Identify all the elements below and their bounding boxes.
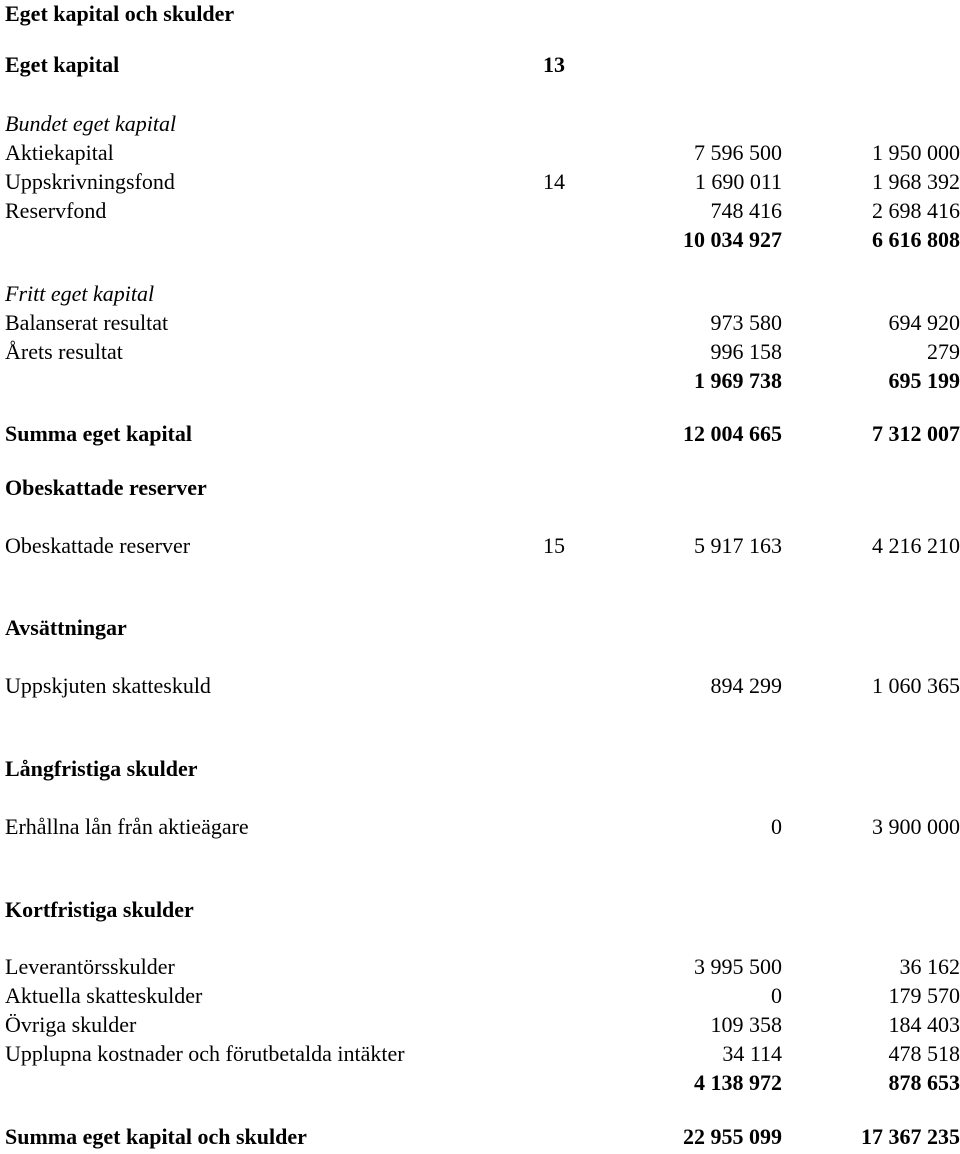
value-current-year: 0 — [771, 983, 782, 1008]
statement-row — [0, 1011, 960, 1039]
row-label: Obeskattade reserver — [5, 475, 207, 500]
row-label: Eget kapital — [5, 52, 120, 77]
row-label: Långfristiga skulder — [5, 756, 198, 781]
row-label: Erhållna lån från aktieägare — [5, 814, 249, 839]
statement-row — [0, 614, 960, 642]
value-current-year: 1 690 011 — [694, 169, 782, 194]
value-previous-year: 7 312 007 — [872, 421, 960, 446]
value-previous-year: 1 968 392 — [872, 169, 960, 194]
value-current-year: 3 995 500 — [694, 954, 782, 979]
value-current-year: 4 138 972 — [694, 1070, 782, 1095]
statement-row — [0, 532, 960, 560]
value-previous-year: 695 199 — [888, 368, 960, 393]
value-current-year: 22 955 099 — [683, 1124, 782, 1149]
row-note: 14 — [543, 169, 565, 194]
value-current-year: 1 969 738 — [694, 368, 782, 393]
row-label: Kortfristiga skulder — [5, 897, 194, 922]
row-note: 13 — [543, 52, 565, 77]
value-current-year: 748 416 — [710, 198, 782, 223]
value-previous-year: 6 616 808 — [872, 227, 960, 252]
statement-row — [0, 280, 960, 308]
row-label: Reservfond — [5, 198, 107, 223]
value-current-year: 996 158 — [710, 339, 782, 364]
row-label: Uppskjuten skatteskuld — [5, 673, 211, 698]
value-current-year: 10 034 927 — [683, 227, 782, 252]
row-label: Eget kapital och skulder — [5, 1, 235, 26]
value-previous-year: 17 367 235 — [861, 1124, 960, 1149]
value-previous-year: 878 653 — [888, 1070, 960, 1095]
value-current-year: 12 004 665 — [683, 421, 782, 446]
statement-row — [0, 168, 960, 196]
value-previous-year: 36 162 — [899, 954, 960, 979]
statement-row — [0, 953, 960, 981]
value-previous-year: 2 698 416 — [872, 198, 960, 223]
row-label: Övriga skulder — [5, 1012, 137, 1037]
value-previous-year: 478 518 — [888, 1041, 960, 1066]
statement-row — [0, 367, 960, 395]
statement-row — [0, 755, 960, 783]
value-current-year: 973 580 — [710, 310, 782, 335]
statement-row — [0, 51, 960, 79]
statement-row — [0, 813, 960, 841]
row-label: Årets resultat — [5, 339, 123, 364]
row-label: Upplupna kostnader och förutbetalda intäkter — [5, 1041, 405, 1066]
statement-row — [0, 0, 960, 28]
row-label: Summa eget kapital — [5, 421, 192, 446]
value-current-year: 894 299 — [710, 673, 782, 698]
statement-row — [0, 982, 960, 1010]
value-previous-year: 3 900 000 — [872, 814, 960, 839]
statement-row — [0, 1123, 960, 1151]
statement-row — [0, 226, 960, 254]
statement-row — [0, 474, 960, 502]
value-previous-year: 179 570 — [888, 983, 960, 1008]
value-previous-year: 279 — [927, 339, 960, 364]
value-current-year: 109 358 — [710, 1012, 782, 1037]
row-label: Summa eget kapital och skulder — [5, 1124, 307, 1149]
value-previous-year: 1 060 365 — [872, 673, 960, 698]
value-current-year: 5 917 163 — [694, 533, 782, 558]
row-label: Obeskattade reserver — [5, 533, 191, 558]
row-label: Leverantörsskulder — [5, 954, 175, 979]
value-previous-year: 1 950 000 — [872, 140, 960, 165]
row-label: Bundet eget kapital — [5, 111, 177, 136]
value-previous-year: 184 403 — [888, 1012, 960, 1037]
value-previous-year: 694 920 — [888, 310, 960, 335]
row-label: Balanserat resultat — [5, 310, 169, 335]
row-label: Avsättningar — [5, 615, 127, 640]
value-previous-year: 4 216 210 — [872, 533, 960, 558]
statement-row — [0, 1040, 960, 1068]
value-current-year: 7 596 500 — [694, 140, 782, 165]
statement-row — [0, 197, 960, 225]
row-note: 15 — [543, 533, 565, 558]
value-current-year: 0 — [771, 814, 782, 839]
statement-row — [0, 110, 960, 138]
statement-row — [0, 139, 960, 167]
statement-row — [0, 338, 960, 366]
statement-row — [0, 1069, 960, 1097]
value-current-year: 34 114 — [722, 1041, 782, 1066]
statement-row — [0, 896, 960, 924]
statement-row — [0, 420, 960, 448]
row-label: Fritt eget kapital — [5, 281, 155, 306]
statement-row — [0, 672, 960, 700]
row-label: Aktuella skatteskulder — [5, 983, 203, 1008]
statement-row — [0, 309, 960, 337]
row-label: Aktiekapital — [5, 140, 114, 165]
row-label: Uppskrivningsfond — [5, 169, 175, 194]
